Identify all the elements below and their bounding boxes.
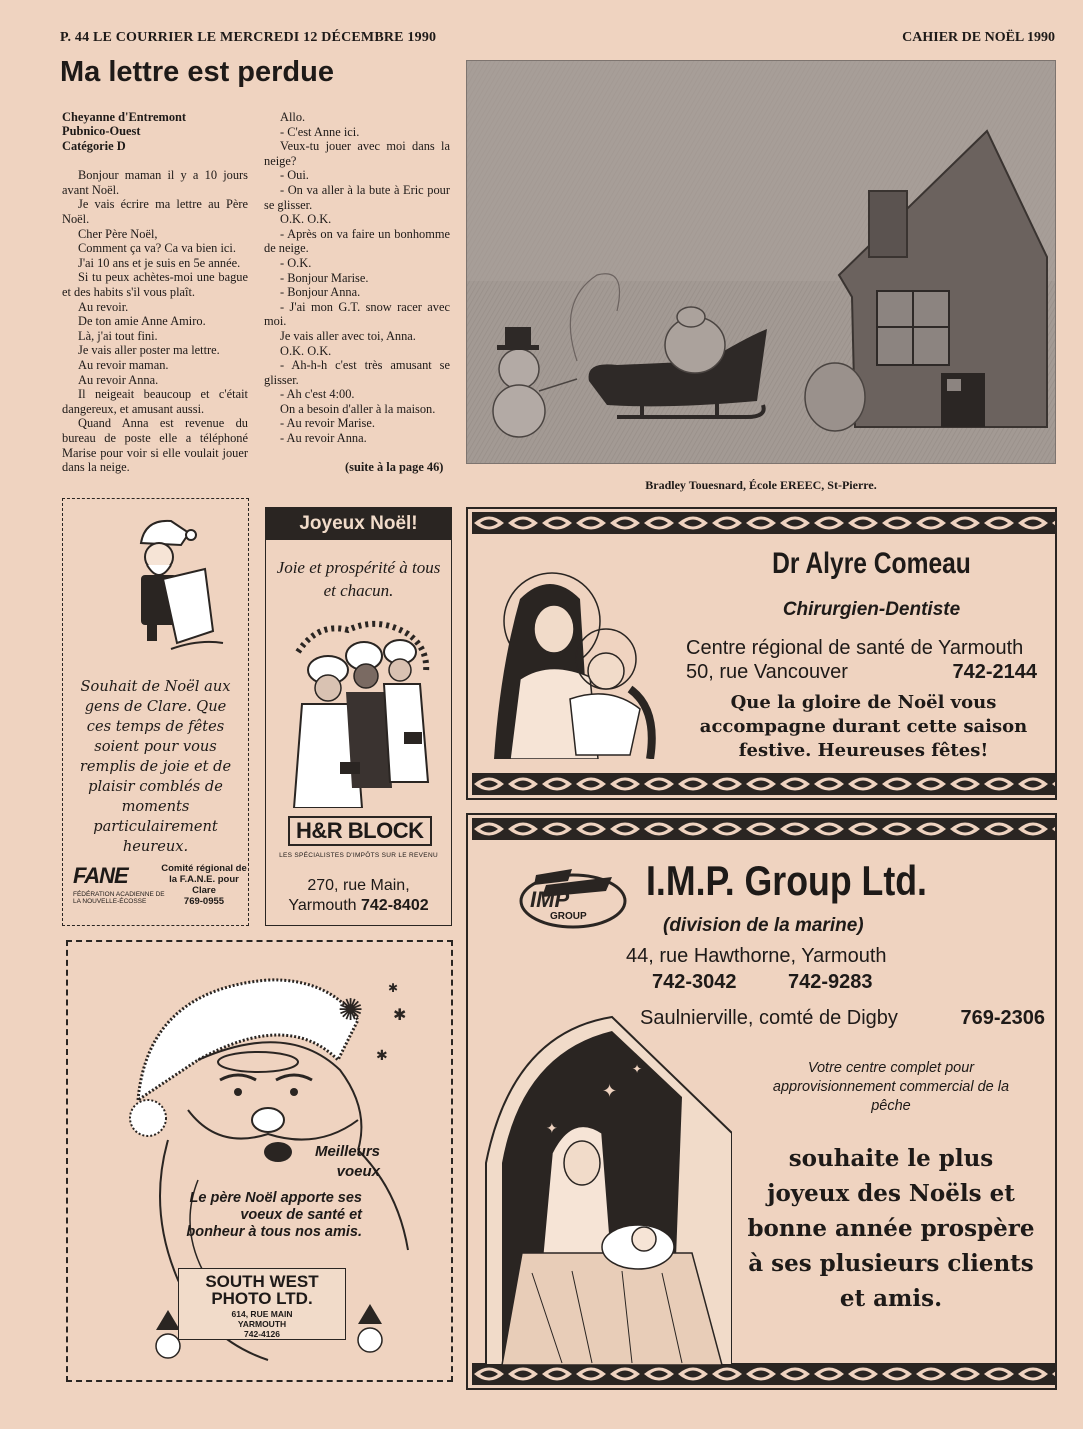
- comeau-name: Dr Alyre Comeau: [772, 547, 971, 580]
- article-paragraph: - Bonjour Marise.: [280, 270, 369, 285]
- fane-advertisement: [62, 498, 249, 926]
- hr-block-slogan: LES SPÉCIALISTES D'IMPÔTS SUR LE REVENU: [279, 852, 438, 859]
- article-body-2: [264, 110, 450, 446]
- article-paragraph: - O.K.: [280, 255, 312, 270]
- hr-greeting-band: Joyeux Noël!: [266, 508, 451, 540]
- child-drawing: [466, 60, 1056, 464]
- hr-address: [266, 876, 451, 916]
- fane-logo-subtitle: FÉDÉRATION ACADIENNE DE LA NOUVELLE-ÉCOSSE: [73, 891, 165, 905]
- fane-logo: FANE: [73, 863, 128, 888]
- sw-message: Le père Noël apporte ses voeux de santé et bonheur à tous nos amis.: [186, 1190, 362, 1240]
- comeau-advertisement: [466, 507, 1057, 800]
- fane-greeting: Souhait de Noël aux gens de Clare. Que ces temps de fêtes soient pour vous remplis de joie et de plaisir comblés de moments particulairement heureux.: [79, 678, 232, 855]
- imp-phone-1: 742-3042: [652, 971, 737, 993]
- comeau-address-2: 50, rue Vancouver: [686, 661, 848, 683]
- hr-block-logo: H&R BLOCK: [288, 816, 432, 846]
- svg-text:✦: ✦: [602, 1081, 618, 1102]
- imp-logo-subtext: GROUP: [550, 911, 587, 922]
- hr-phone: 742-8402: [361, 897, 429, 914]
- article-paragraph: Je vais aller avec toi, Anna.: [280, 328, 416, 343]
- sw-address: [179, 1309, 345, 1339]
- imp-saulnierville: Saulnierville, comté de Digby: [640, 1007, 898, 1029]
- article-body-1: [62, 168, 248, 474]
- drawing-caption: Bradley Touesnard, École EREEC, St-Pierre.: [645, 478, 877, 492]
- svg-text:✺: ✺: [338, 993, 364, 1028]
- sw-street: 614, RUE MAIN: [231, 1309, 293, 1319]
- hr-tagline: Joie et prospérité à tous et chacun.: [276, 558, 441, 600]
- article-paragraph: - On va aller à la bute à Eric pour se glisser.: [264, 182, 450, 212]
- madonna-child-illustration: [490, 559, 660, 759]
- svg-text:✱: ✱: [393, 1005, 407, 1024]
- sw-phone: 742-4126: [244, 1329, 280, 1339]
- imp-division: (division de la marine): [663, 915, 864, 936]
- imp-description: Votre centre complet pour approvisionnement commercial de la pêche: [772, 1060, 1010, 1114]
- fane-phone: 769-0955: [183, 896, 225, 907]
- south-west-photo-advertisement: [66, 940, 453, 1382]
- comeau-address-1: Centre régional de santé de Yarmouth: [686, 637, 1024, 659]
- three-kings-illustration: [288, 612, 434, 808]
- hr-street: 270, rue Main,: [307, 877, 410, 894]
- ornamental-border-top: [472, 512, 1055, 534]
- sw-company-name: SOUTH WEST PHOTO LTD.: [205, 1272, 319, 1308]
- article-paragraph: - Bonjour Anna.: [280, 285, 361, 300]
- nativity-illustration: [482, 1013, 732, 1365]
- hr-block-advertisement: [265, 507, 452, 926]
- article-paragraph: De ton amie Anne Amiro.: [78, 314, 206, 329]
- article-paragraph: Là, j'ai tout fini.: [78, 328, 158, 343]
- comeau-title: Chirurgien-Dentiste: [782, 599, 961, 620]
- article-headline: Ma lettre est perdue: [60, 56, 334, 88]
- imp-saulnierville-phone: 769-2306: [960, 1007, 1045, 1029]
- article-paragraph: O.K. O.K.: [280, 212, 332, 227]
- article-paragraph: - Au revoir Marise.: [280, 416, 375, 431]
- christmas-scene-illustration: [467, 61, 1056, 464]
- comeau-wish: Que la gloire de Noël vous accompagne durant cette saison festive. Heureuses fêtes!: [699, 692, 1028, 761]
- article-paragraph: Au revoir maman.: [78, 357, 169, 372]
- article-column-1: [62, 110, 248, 475]
- article-paragraph: Au revoir.: [78, 299, 129, 314]
- comeau-phone: 742-2144: [952, 661, 1037, 683]
- article-paragraph: - Ah c'est 4:00.: [280, 387, 355, 402]
- imp-phone-2: 742-9283: [788, 971, 873, 993]
- imp-name: I.M.P. Group Ltd.: [646, 857, 927, 904]
- article-paragraph: On a besoin d'aller à la maison.: [280, 401, 436, 416]
- ornamental-border-bottom: [472, 773, 1055, 795]
- fane-committee-name: Comité régional de la F.A.N.E. pour Clare: [161, 863, 247, 896]
- article-paragraph: Je vais écrire ma lettre au Père Noël.: [62, 197, 248, 226]
- ornamental-border-bottom: [472, 1363, 1055, 1385]
- article-paragraph: - C'est Anne ici.: [280, 124, 360, 139]
- sw-city: YARMOUTH: [237, 1319, 287, 1329]
- sw-headline: Meilleurs voeux: [314, 1143, 380, 1180]
- imp-logo-text: IMP: [530, 887, 570, 912]
- article-paragraph: Allo.: [280, 110, 306, 124]
- continued-note: (suite à la page 46): [345, 460, 444, 474]
- article-paragraph: Bonjour maman il y a 10 jours avant Noël.: [62, 168, 248, 197]
- article-paragraph: Je vais aller poster ma lettre.: [78, 343, 220, 358]
- santa-scroll-icon: [101, 513, 227, 653]
- page-header-right: CAHIER DE NOËL 1990: [902, 30, 1055, 45]
- hr-city-phone: [266, 896, 451, 916]
- imp-wish: souhaite le plus joyeux des Noëls et bonne année prospère à ses plusieurs clients et amis.: [747, 1145, 1035, 1312]
- article-paragraph: Cher Père Noël,: [78, 226, 158, 241]
- page-header-left: P. 44 LE COURRIER LE MERCREDI 12 DÉCEMBRE 1990: [60, 30, 437, 45]
- ornamental-border-top: [472, 818, 1055, 840]
- article-paragraph: - Au revoir Anna.: [280, 431, 367, 446]
- svg-text:✦: ✦: [632, 1062, 643, 1076]
- sw-sign: [178, 1268, 346, 1340]
- article-paragraph: Il neigeait beaucoup et c'était dangereux, et amusant aussi.: [62, 387, 248, 416]
- article-paragraph: Au revoir Anna.: [78, 372, 159, 387]
- article-paragraph: - Après on va faire un bonhomme de neige.: [264, 226, 450, 256]
- article-column-2: [264, 110, 450, 446]
- article-paragraph: - Ah-h-h c'est très amusant se glisser.: [264, 358, 450, 387]
- article-paragraph: O.K. O.K.: [280, 343, 332, 358]
- article-byline: [62, 110, 248, 153]
- svg-text:✱: ✱: [376, 1048, 388, 1064]
- svg-text:✱: ✱: [388, 981, 399, 995]
- byline-author: Cheyanne d'Entremont: [62, 110, 187, 124]
- article-paragraph: J'ai 10 ans et je suis en 5e année.: [78, 255, 241, 270]
- imp-group-advertisement: [466, 813, 1057, 1390]
- imp-address: 44, rue Hawthorne, Yarmouth: [626, 945, 887, 967]
- article-paragraph: - J'ai mon G.T. snow racer avec moi.: [264, 299, 450, 329]
- article-paragraph: Comment ça va? Ca va bien ici.: [78, 241, 236, 256]
- article-paragraph: Veux-tu jouer avec moi dans la neige?: [264, 139, 450, 168]
- article-paragraph: Si tu peux achètes-moi une bague et des habits s'il vous plaît.: [62, 270, 248, 299]
- byline-category: Catégorie D: [62, 138, 126, 153]
- fane-committee: [159, 863, 249, 907]
- article-paragraph: Quand Anna est revenue du bureau de poste elle a téléphoné Marise pour voir si elle voulait jouer dans la neige.: [62, 416, 248, 475]
- article-paragraph: - Oui.: [280, 168, 309, 183]
- byline-place: Pubnico-Ouest: [62, 124, 141, 139]
- imp-logo: [516, 865, 630, 934]
- svg-text:✦: ✦: [546, 1121, 558, 1137]
- hr-city: Yarmouth: [288, 897, 357, 914]
